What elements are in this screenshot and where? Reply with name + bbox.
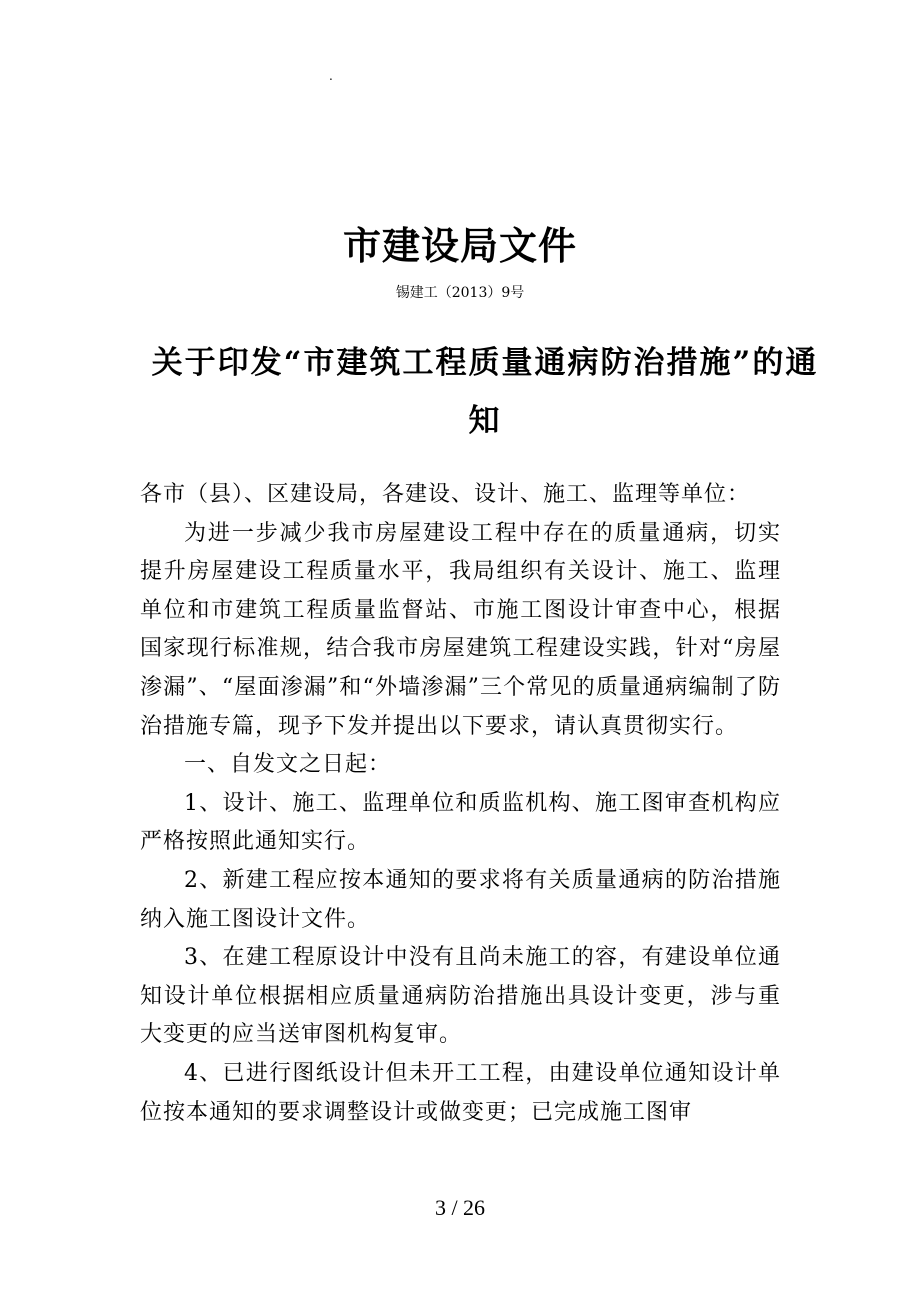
document-title: 关于印发“市建筑工程质量通病防治措施”的通知 <box>151 345 819 439</box>
list-item-1: 1、设计、施工、监理单位和质监机构、施工图审查机构应严格按照此通知实行。 <box>140 790 781 855</box>
list-item-4: 4、已进行图纸设计但未开工工程，由建设单位通知设计单位按本通知的要求调整设计或做变更；已完成施工图审 <box>140 1060 781 1125</box>
salutation: 各市（县）、区建设局，各建设、设计、施工、监理等单位： <box>140 482 751 507</box>
paragraph-intro: 为进一步减少我市房屋建设工程中存在的质量通病，切实提升房屋建设工程质量水平，我局组织有关设计、施工、监理单位和市建筑工程质量监督站、市施工图设计审查中心，根据国家现行标准规，结合我市房屋建筑工程建设实践，针对“房屋渗漏”、“屋面渗漏”和“外墙渗漏”三个常见的质量通病编制了防治措施专篇，现予下发并提出以下要求，请认真贯彻实行。 <box>140 520 781 739</box>
document-number: 锡建工（2013）9号 <box>395 285 525 301</box>
list-item-2: 2、新建工程应按本通知的要求将有关质量通病的防治措施纳入施工图设计文件。 <box>140 867 781 932</box>
document-body <box>140 476 781 1132</box>
corner-mark: . <box>329 69 333 83</box>
document-header: 市建设局文件 <box>342 223 577 268</box>
page-number: 3 / 26 <box>434 1195 486 1220</box>
list-item-3: 3、在建工程原设计中没有且尚未施工的容，有建设单位通知设计单位根据相应质量通病防治措施出具设计变更，涉与重大变更的应当送审图机构复审。 <box>140 945 781 1048</box>
section-heading-1: 一、自发文之日起： <box>184 752 392 778</box>
